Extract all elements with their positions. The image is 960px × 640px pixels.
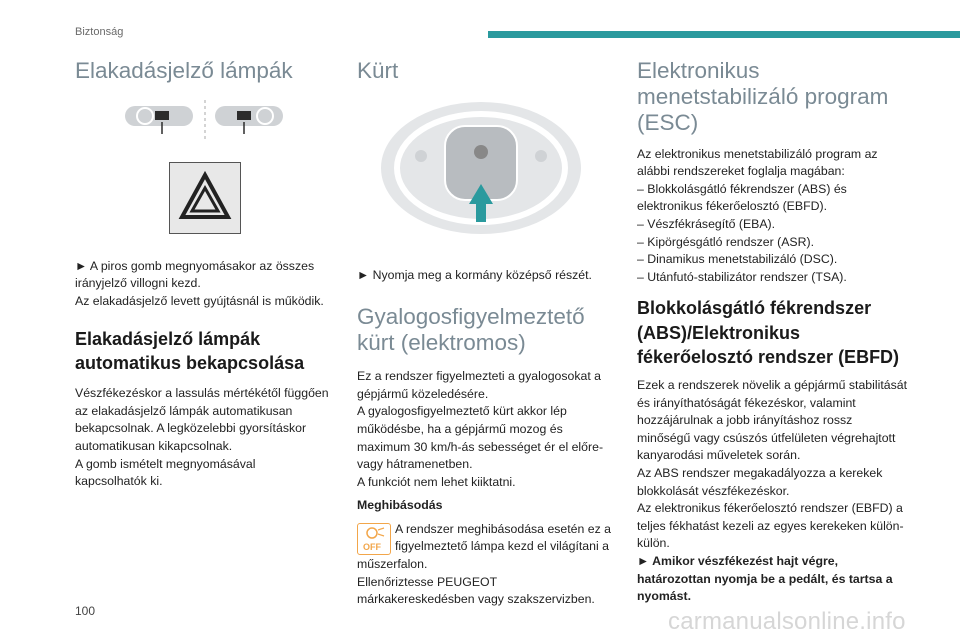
- steering-wheel-figure: [357, 96, 612, 251]
- hazard-title: Elakadásjelző lámpák: [75, 58, 293, 83]
- hazard-triangle-icon: [170, 163, 240, 233]
- abs-para-1: Ezek a rendszerek növelik a gépjármű stabilitását és irányíthatóságát fékezéskor, valamint hozzájárulnak a jobb irányításhoz rossz minőségű vagy csúszós útfelületen végrehajtott kanyarodási műveletek során.: [637, 378, 907, 463]
- malfunction-para-1: A rendszer meghibásodása esetén ez a figyelmeztető lámpa kezd el világítani a műszerfalon.: [357, 521, 612, 571]
- hazard-auto-para-1: Vészfékezéskor a lassulás mértékétől függően az elakadásjelző lámpák automatikusan bekapcsolnak. A legközelebbi gyorsításkor automatikusan kikapcsolnak.: [75, 386, 329, 453]
- esc-title: Elektronikus menetstabilizáló program (ESC): [637, 58, 889, 135]
- malfunction-para-2: Ellenőriztesse PEUGEOT márkakereskedésben vagy szakszervizben.: [357, 574, 595, 607]
- hazard-auto-para-2: A gomb ismételt megnyomásával kapcsolhatók ki.: [75, 456, 256, 489]
- list-item: – Dinamikus menetstabilizáló (DSC).: [637, 252, 838, 267]
- hazard-button-figure: [169, 162, 241, 234]
- hazard-para-2: Az elakadásjelző levett gyújtásnál is működik.: [75, 294, 324, 309]
- pedestrian-para-3: A funkciót nem lehet kiiktatni.: [357, 474, 516, 489]
- esc-intro: Az elektronikus menetstabilizáló program az alábbi rendszereket foglalja magában:: [637, 146, 878, 179]
- pedestrian-horn-title: Gyalogosfigyelmeztető kürt (elektromos): [357, 304, 585, 356]
- steering-wheel-icon: [357, 96, 612, 251]
- hazard-auto-heading: Elakadásjelző lámpák automatikus bekapcsolása: [75, 328, 305, 373]
- hazard-para-1: ► A piros gomb megnyomásakor az összes irányjelző villogni kezd.: [75, 258, 315, 291]
- pedestrian-para-1: Ez a rendszer figyelmezteti a gyalogosokat a gépjármű közeledésére.: [357, 369, 602, 401]
- abs-para-3: Az elektronikus fékerőelosztó rendszer (EBFD) a teljes fékhatást kezeli az egyes kerekeken külön-külön.: [637, 501, 904, 551]
- horn-para-1: ► Nyomja meg a kormány középső részét.: [357, 267, 592, 282]
- page-number: 100: [75, 604, 96, 618]
- pedestrian-warning-lamp: [357, 523, 391, 555]
- column-hazard-lights: [75, 54, 330, 491]
- list-item: – Blokkolásgátló fékrendszer (ABS) és elektronikus fékerőelosztó (EBFD).: [637, 181, 847, 214]
- section-header: Biztonság: [75, 26, 124, 38]
- malfunction-heading: Meghibásodás: [357, 498, 443, 513]
- pedestrian-para-2: A gyalogosfigyelmeztető kürt akkor lép működésbe, ha a gépjármű mozog és maximum 30 km/h-ás sebességet ér el előre- vagy hátramenetben.: [357, 404, 604, 472]
- esc-system-list: [637, 181, 907, 286]
- abs-ebfd-heading: Blokkolásgátló fékrendszer (ABS)/Elektronikus fékerőelosztó rendszer (EBFD): [637, 298, 900, 367]
- watermark: carmanualsonline.info: [668, 608, 906, 635]
- abs-para-2: Az ABS rendszer megakadályozza a kerekek blokkolását vészfékezéskor.: [637, 466, 883, 498]
- dashboard-icon: [75, 100, 330, 148]
- list-item: – Utánfutó-stabilizátor rendszer (TSA).: [637, 269, 847, 284]
- column-esc: [637, 54, 907, 606]
- header-accent-bar: [488, 31, 960, 38]
- list-item: – Vészfékrásegítő (EBA).: [637, 216, 776, 231]
- horn-title: Kürt: [357, 58, 399, 83]
- column-horn: [357, 54, 612, 609]
- list-item: – Kipörgésgátló rendszer (ASR).: [637, 234, 815, 249]
- dashboard-figure: [75, 100, 330, 148]
- abs-para-4: ► Amikor vészfékezést hajt végre, határozottan nyomja be a pedált, és tartsa a nyomást.: [637, 553, 893, 604]
- warning-lamp-off-label: OFF: [363, 541, 381, 552]
